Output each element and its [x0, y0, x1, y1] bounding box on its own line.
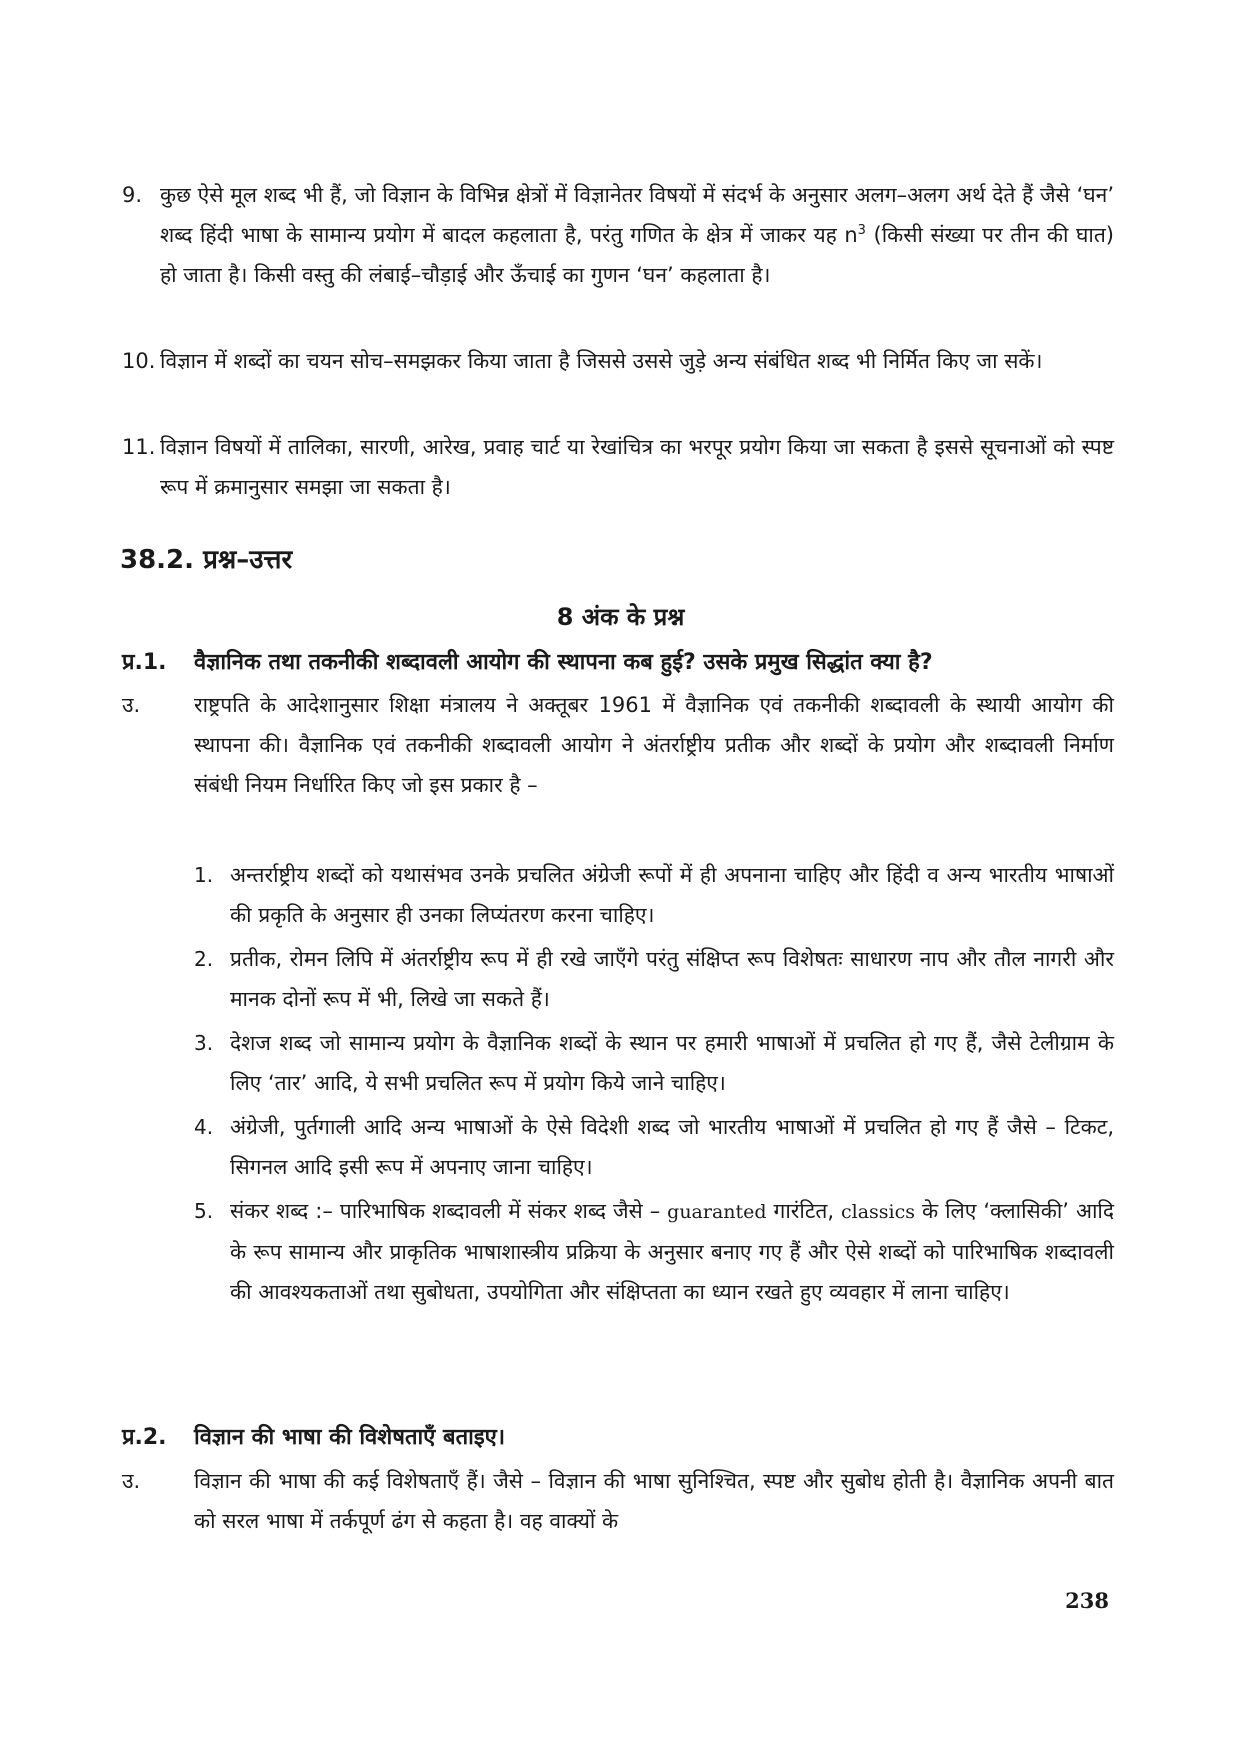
principles-list: [194, 855, 1114, 1316]
principle-text: देशज शब्द जो सामान्य प्रयोग के वैज्ञानिक शब्दों के स्थान पर हमारी भाषाओं में प्रचलित हो गए हैं, जैसे टेलीग्राम के लिए ‘तार’ आदि, ये सभी प्रचलित रूप में प्रयोग किये जाने चाहिए।: [230, 1031, 1114, 1095]
answer-label: उ.: [122, 693, 141, 717]
principle-item: [194, 1191, 1114, 1312]
principle-number: 1.: [194, 863, 214, 887]
answer-2: [122, 1461, 1114, 1541]
list-item-9: [122, 175, 1114, 295]
page-number: 238: [1065, 1588, 1109, 1613]
principle-text: अन्तर्राष्ट्रीय शब्दों को यथासंभव उनके प्रचलित अंग्रेजी रूपों में ही अपनाना चाहिए और हिंदी व अन्य भारतीय भाषाओं की प्रकृति के अनुसार ही उनका लिप्यंतरण करना चाहिए।: [230, 863, 1114, 927]
list-item-text: विज्ञान विषयों में तालिका, सारणी, आरेख, प्रवाह चार्ट या रेखांचित्र का भरपूर प्रयोग किया जा सकता है इससे सूचनाओं को स्पष्ट रूप में क्रमानुसार समझा जा सकता है।: [160, 435, 1114, 499]
question-label: प्र.2.: [122, 1425, 167, 1450]
marks-heading: 8 अंक के प्रश्न: [556, 603, 685, 631]
principle-text: अंग्रेजी, पुर्तगाली आदि अन्य भाषाओं के ऐसे विदेशी शब्द जो भारतीय भाषाओं में प्रचलित हो गए हैं जैसे – टिकट, सिगनल आदि इसी रूप में अपनाए जाना चाहिए।: [230, 1115, 1114, 1179]
list-item-number: 10.: [122, 349, 156, 373]
list-item-number: 11.: [122, 435, 156, 459]
principle-item: [194, 1023, 1114, 1103]
question-label: प्र.1.: [122, 650, 167, 675]
answer-text: विज्ञान की भाषा की कई विशेषताएँ हैं। जैसे – विज्ञान की भाषा सुनिश्चित, स्पष्ट और सुबोध होती है। वैज्ञानिक अपनी बात को सरल भाषा में तर्कपूर्ण ढंग से कहता है। वह वाक्यों के: [194, 1469, 1114, 1533]
principle-text: संकर शब्द :– पारिभाषिक शब्दावली में संकर शब्द जैसे – guaranted गारंटित, classics के लिए ‘क्लासिकी’ आदि के रूप सामान्य और प्राकृतिक भाषाशास्त्रीय प्रक्रिया के अनुसार बनाए गए हैं और ऐसे शब्दों को पारिभाषिक शब्दावली की आवश्यकताओं तथा सुबोधता, उपयोगिता और संक्षिप्तता का ध्यान रखते हुए व्यवहार में लाना चाहिए।: [230, 1199, 1114, 1304]
answer-text: राष्ट्रपति के आदेशानुसार शिक्षा मंत्रालय ने अक्तूबर 1961 में वैज्ञानिक एवं तकनीकी शब्दावली के स्थायी आयोग की स्थापना की। वैज्ञानिक एवं तकनीकी शब्दावली आयोग ने अंतर्राष्ट्रीय प्रतीक और शब्दों के प्रयोग और शब्दावली निर्माण संबंधी नियम निर्धारित किए जो इस प्रकार है –: [194, 693, 1114, 797]
principle-item: [194, 855, 1114, 935]
question-text: विज्ञान की भाषा की विशेषताएँ बताइए।: [194, 1425, 506, 1450]
principle-item: [194, 939, 1114, 1019]
answer-1: [122, 685, 1114, 805]
question-text: वैज्ञानिक तथा तकनीकी शब्दावली आयोग की स्थापना कब हुई? उसके प्रमुख सिद्धांत क्या है?: [194, 650, 933, 675]
list-item-10: [122, 341, 1114, 381]
principle-number: 4.: [194, 1115, 214, 1139]
list-item-number: 9.: [122, 183, 143, 207]
list-item-text: कुछ ऐसे मूल शब्द भी हैं, जो विज्ञान के विभिन्न क्षेत्रों में विज्ञानेतर विषयों में संदर्भ के अनुसार अलग–अलग अर्थ देते हैं जैसे ‘घन’ शब्द हिंदी भाषा के सामान्य प्रयोग में बादल कहलाता है, परंतु गणित के क्षेत्र में जाकर यह $n^3$ (किसी संख्या पर तीन की घात) हो जाता है। किसी वस्तु की लंबाई–चौड़ाई और ऊँचाई का गुणन ‘घन’ कहलाता है।: [160, 183, 1114, 287]
question-2: [122, 1418, 1114, 1458]
list-item-11: [122, 427, 1114, 507]
section-heading: 38.2. प्रश्न–उत्तर: [120, 545, 293, 575]
list-item-text: विज्ञान में शब्दों का चयन सोच–समझकर किया जाता है जिससे उससे जुड़े अन्य संबंधित शब्द भी निर्मित किए जा सकें।: [160, 349, 1043, 373]
principle-item: [194, 1107, 1114, 1187]
principle-number: 3.: [194, 1031, 214, 1055]
principle-text: प्रतीक, रोमन लिपि में अंतर्राष्ट्रीय रूप में ही रखे जाएँगे परंतु संक्षिप्त रूप विशेषतः साधारण नाप और तौल नागरी और मानक दोनों रूप में भी, लिखे जा सकते हैं।: [230, 947, 1114, 1011]
answer-label: उ.: [122, 1469, 141, 1493]
question-1: [122, 643, 1114, 683]
principle-number: 5.: [194, 1199, 214, 1223]
principle-number: 2.: [194, 947, 214, 971]
